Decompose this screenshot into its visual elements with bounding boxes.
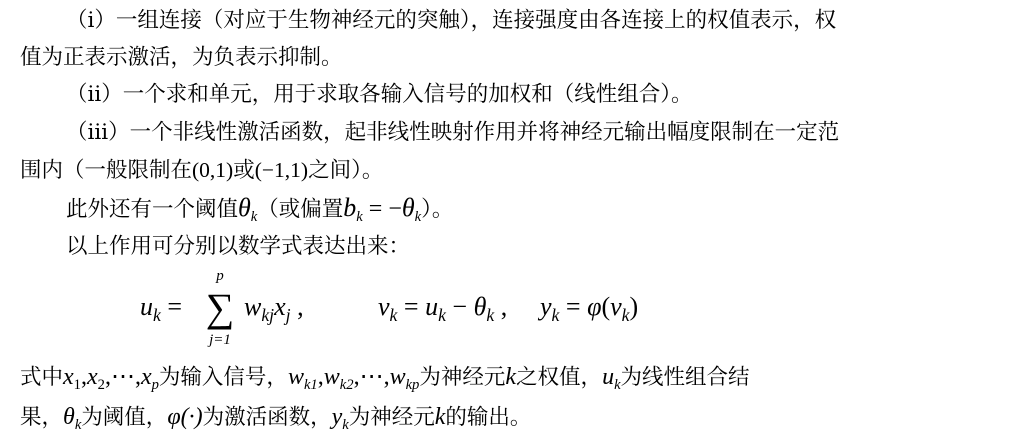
subscript: kp — [405, 377, 420, 394]
text-run: 果， — [20, 405, 64, 430]
subscript: k — [74, 417, 82, 434]
comma: , — [317, 364, 324, 390]
subscript: p — [151, 377, 159, 394]
var-y: y — [331, 404, 343, 430]
text-run: （ii）一个求和单元，用于求取各输入信号的加权和（线性组合）。 — [66, 82, 693, 107]
text-run: 或 — [233, 158, 255, 183]
subscript: k — [389, 305, 398, 326]
interval-math: (−1,1) — [254, 158, 309, 182]
ellipsis: ,⋯, — [104, 364, 141, 390]
text-run: 此外还有一个阈值 — [66, 197, 239, 222]
paren: ) — [629, 292, 639, 321]
ellipsis: ,⋯, — [353, 364, 390, 390]
formula-lead-in — [66, 232, 410, 262]
theta-symbol: θ — [401, 193, 415, 222]
theta-symbol: θ — [238, 193, 251, 222]
explanation-line-2 — [20, 402, 531, 440]
y-equation — [540, 292, 638, 326]
text-run: 为神经元 — [348, 405, 435, 430]
paren: ( — [601, 292, 611, 321]
var-x: x — [140, 364, 152, 390]
subscript: k — [250, 209, 258, 226]
subscript: k — [438, 305, 446, 326]
explanation-line-1 — [20, 362, 750, 400]
text-run: 以上作用可分别以数学式表达出来： — [66, 234, 411, 259]
text-run: 的输出。 — [445, 405, 532, 430]
text-run: （iii）一个非线性激活函数，起非线性映射作用并将神经元输出幅度限制在一定范 — [66, 120, 840, 145]
text-run: 为输入信号， — [158, 365, 288, 390]
text-run: 为神经元 — [419, 365, 506, 390]
text-run: 为阈值， — [81, 405, 168, 430]
u-lhs — [140, 292, 182, 326]
var-u: u — [140, 292, 153, 321]
var-u: u — [602, 364, 615, 390]
paragraph-i-line-1 — [66, 6, 836, 36]
sum-sign: ∑ — [205, 285, 235, 330]
interval-math: (0,1) — [192, 158, 234, 182]
equals-minus: = − — [362, 196, 402, 222]
var-y: y — [540, 292, 552, 321]
subscript: k — [356, 209, 363, 226]
minus: − — [445, 292, 474, 321]
text-run: 之权值， — [516, 365, 603, 390]
subscript: kj — [261, 305, 275, 326]
var-x: x — [63, 364, 74, 390]
equals: = — [397, 292, 426, 321]
paragraph-iii-line-2 — [20, 155, 383, 186]
equals: = — [160, 292, 183, 321]
var-v: v — [378, 292, 390, 321]
subscript: k — [153, 305, 161, 326]
comma: , — [80, 364, 87, 390]
var-w: w — [389, 364, 406, 390]
text-run: 式中 — [20, 365, 64, 390]
summation — [200, 268, 240, 352]
comma: , — [290, 292, 304, 321]
subscript: k — [621, 305, 630, 326]
var-v: v — [610, 292, 622, 321]
subscript: k2 — [339, 377, 354, 394]
var-x: x — [86, 364, 98, 390]
theta-symbol: θ — [63, 404, 75, 430]
paragraph-i-line-2 — [20, 43, 343, 73]
text-run: （或偏置 — [257, 197, 344, 222]
phi-symbol: φ — [587, 292, 602, 321]
subscript: 2 — [97, 377, 105, 394]
var-k: k — [434, 404, 446, 430]
v-equation — [378, 292, 507, 326]
phi-function: φ(·) — [167, 404, 203, 430]
var-w: w — [244, 292, 262, 321]
text-run: 为线性组合结 — [620, 365, 750, 390]
comma: , — [494, 292, 508, 321]
var-k: k — [505, 364, 517, 390]
sum-upper-limit: p — [216, 268, 224, 284]
var-w: w — [287, 364, 304, 390]
subscript: k1 — [303, 377, 318, 394]
bias-symbol: b — [343, 193, 357, 222]
var-u: u — [425, 292, 439, 321]
weighted-term — [244, 292, 304, 326]
var-w: w — [323, 364, 340, 390]
subscript: k — [551, 305, 560, 326]
text-run: ）。 — [421, 197, 454, 222]
text-run: （i）一组连接（对应于生物神经元的突触），连接强度由各连接上的权值表示，权 — [66, 8, 837, 33]
paragraph-iii-line-1 — [66, 118, 839, 148]
subscript: k — [342, 417, 349, 434]
text-run: 之间）。 — [308, 158, 384, 183]
var-x: x — [274, 292, 286, 321]
text-run: 围内（一般限制在 — [20, 158, 193, 183]
subscript: k — [414, 209, 422, 226]
text-run: 值为正表示激活，为负表示抑制。 — [20, 45, 343, 70]
subscript: j — [285, 305, 291, 326]
subscript: 1 — [73, 377, 81, 394]
paragraph-ii — [66, 80, 693, 110]
sum-lower-limit: j=1 — [209, 332, 231, 348]
subscript: k — [486, 305, 495, 326]
equals: = — [559, 292, 588, 321]
theta-symbol: θ — [473, 292, 487, 321]
text-run: 为激活函数， — [202, 405, 332, 430]
subscript: k — [614, 377, 621, 394]
threshold-line — [66, 193, 453, 232]
